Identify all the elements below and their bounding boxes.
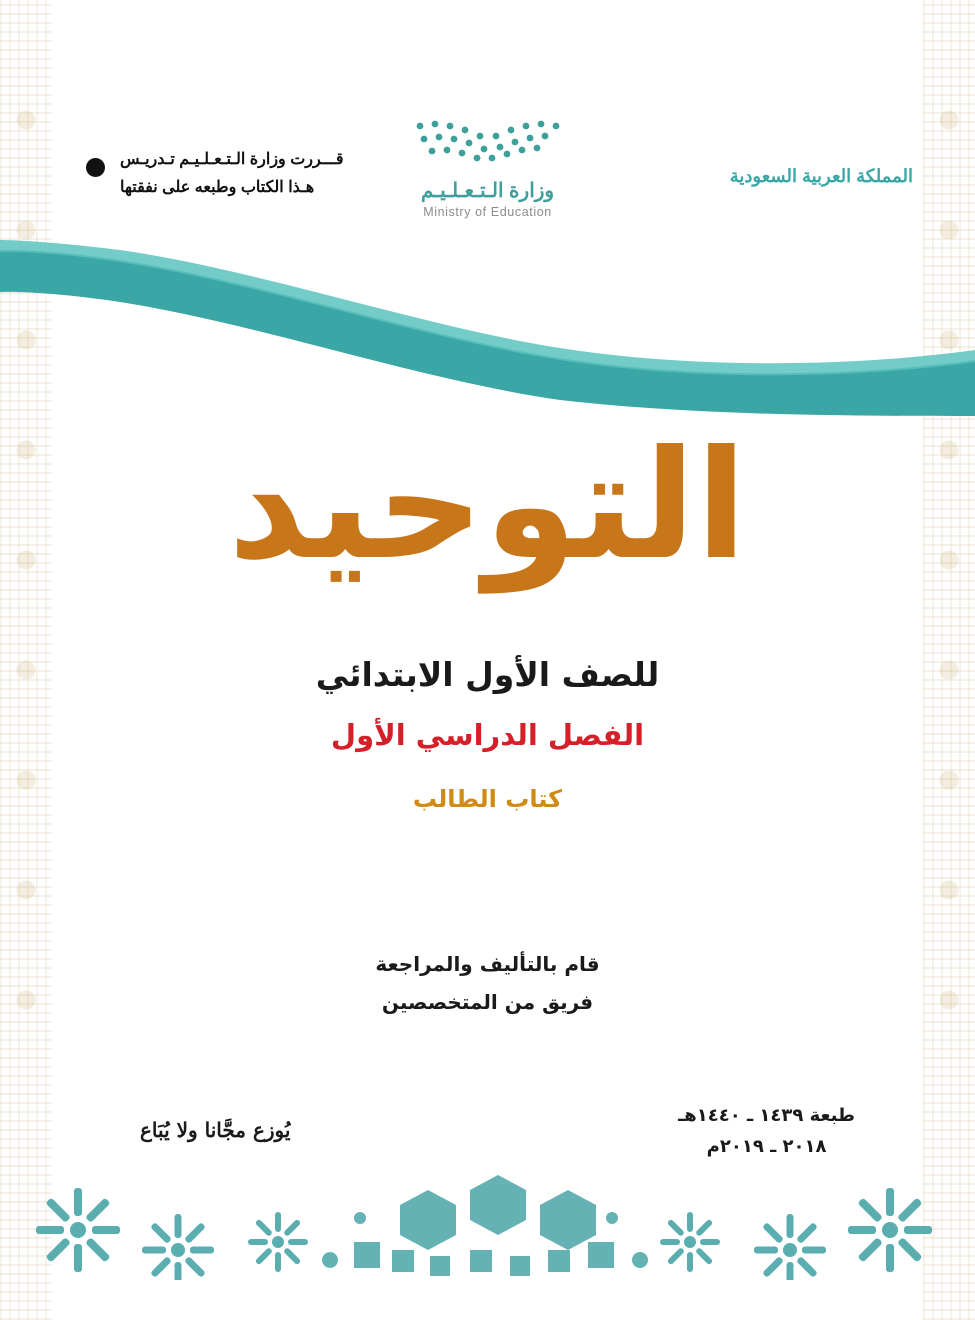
ministry-name-arabic: وزارة الـتـعـلـيـم [420,180,555,202]
decision-line-2: هـذا الكتاب وطبعه على نفقتها [120,179,315,196]
decision-line-1: قـــررت وزارة الـتـعـلـيـم تـدريـس [120,151,344,168]
authoring-line-2: فريق من المتخصصين [381,990,594,1014]
authoring-line-1: قام بالتأليف والمراجعة [375,952,600,976]
authoring-block [0,945,975,1021]
edition-gregorian: ٢٠١٨ ـ ٢٠١٩م [706,1136,827,1157]
kingdom-label: المملكة العربية السعودية [729,166,913,186]
edition-hijri: طبعة ١٤٣٩ ـ ١٤٤٠هـ [678,1105,855,1126]
page-title: التوحيد [228,419,747,593]
ministry-name-english: Ministry of Education [423,205,552,219]
teal-wave-decoration [0,240,975,420]
term-label: الفصل الدراسي الأول [330,718,645,752]
ministry-logo [373,118,603,219]
book-type-label: كتاب الطالب [412,785,563,813]
bottom-ornament-band [0,1110,975,1280]
ministry-of-education-dots-logo-icon [373,118,603,176]
cover-header [0,118,975,248]
grade-label: للصف الأول الابتدائي [315,655,660,694]
decision-bullet-icon [86,158,105,177]
free-distribution-note: يُوزع مجَّانا ولا يُبَاع [140,1118,291,1142]
